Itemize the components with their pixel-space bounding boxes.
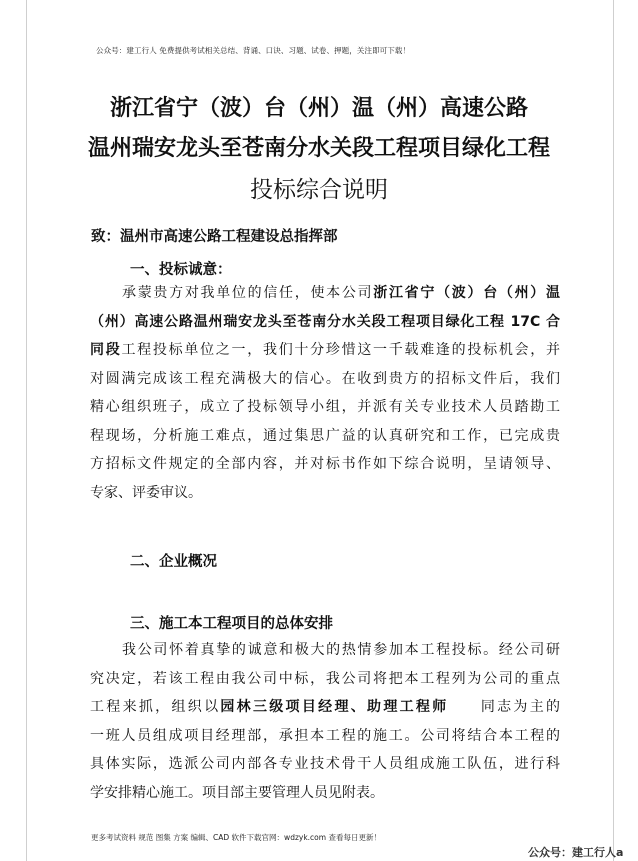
paragraph-line: 精心组织班子，成立了投标领导小组，并派有关专业技术人员踏勘工 bbox=[90, 399, 560, 415]
paragraph-line bbox=[90, 279, 560, 308]
project-name-emphasis: 同段 bbox=[90, 342, 122, 358]
addressee: 致：温州市高速公路工程建设总指挥部 bbox=[91, 229, 338, 245]
paragraph-line: 我公司怀着真挚的诚意和极大的热情参加本工程投标。经公司研 bbox=[122, 642, 560, 658]
paragraph-line bbox=[90, 336, 560, 365]
paragraph-line: 学安排精心施工。项目部主要管理人员见附表。 bbox=[90, 784, 384, 801]
section-heading-overall-arrangement: 三、施工本工程项目的总体安排 bbox=[130, 616, 333, 632]
page-border-right bbox=[613, 0, 614, 861]
page-border-left bbox=[26, 0, 27, 861]
paragraph-line: （州）高速公路温州瑞安龙头至苍南分水关段工程项目绿化工程 17C 合 bbox=[90, 313, 560, 330]
title-line-2: 温州瑞安龙头至苍南分水关段工程项目绿化工程 bbox=[87, 136, 550, 161]
text-run: 工程来抓，组织以 bbox=[90, 699, 221, 715]
paragraph-line: 对圆满完成该工程充满极大的信心。在收到贵方的招标文件后，我们 bbox=[90, 370, 560, 387]
section-heading-bid-sincerity: 一、投标诚意： bbox=[130, 262, 232, 278]
project-name-emphasis: 浙江省宁（波）台（州）温 bbox=[373, 285, 561, 301]
section-body-bid-sincerity bbox=[90, 279, 560, 507]
paragraph-line: 方招标文件规定的全部内容，并对标书作如下综合说明，呈请领导、 bbox=[90, 456, 560, 472]
paragraph-line: 专家、评委审议。 bbox=[90, 484, 202, 501]
text-run: 工程投标单位之一，我们十分珍惜这一千载难逢的投标机会，并 bbox=[121, 342, 561, 358]
title-line-1: 浙江省宁（波）台（州）温（州）高速公路 bbox=[109, 96, 528, 121]
text-run: 承蒙贵方对我单位的信任，使本公司 bbox=[122, 285, 374, 301]
qualification-emphasis: 园林三级项目经理、助理工程师 bbox=[220, 699, 449, 715]
paragraph-line: 程现场，分析施工难点，通过集思广益的认真研究和工作，已完成贵 bbox=[90, 427, 560, 444]
watermark-text: 公众号：建工行人a bbox=[528, 846, 624, 859]
section-heading-company-overview: 二、企业概况 bbox=[130, 554, 217, 570]
section-body-overall-arrangement bbox=[90, 636, 560, 807]
paragraph-line: 具体实际，选派公司内部各专业技术骨干人员组成施工队伍，进行科 bbox=[90, 756, 560, 772]
paragraph-line bbox=[90, 693, 560, 722]
text-run: 同志为主的 bbox=[478, 699, 561, 715]
paragraph-line: 一班人员组成项目经理部，承担本工程的施工。公司将结合本工程的 bbox=[90, 727, 560, 744]
title-line-3: 投标综合说明 bbox=[250, 177, 388, 203]
paragraph-line: 究决定，若该工程由我公司中标，我公司将把本工程列为公司的重点 bbox=[90, 670, 560, 687]
header-note: 公众号：建工行人 免费提供考试相关总结、背诵、口诀、习题、试卷、押题，关注即可下载！ bbox=[96, 46, 411, 55]
footer-note: 更多考试资料 规范 图集 方案 编辑、CAD 软件下载官网：wdzyk.com 查看每日更新！ bbox=[91, 833, 381, 842]
